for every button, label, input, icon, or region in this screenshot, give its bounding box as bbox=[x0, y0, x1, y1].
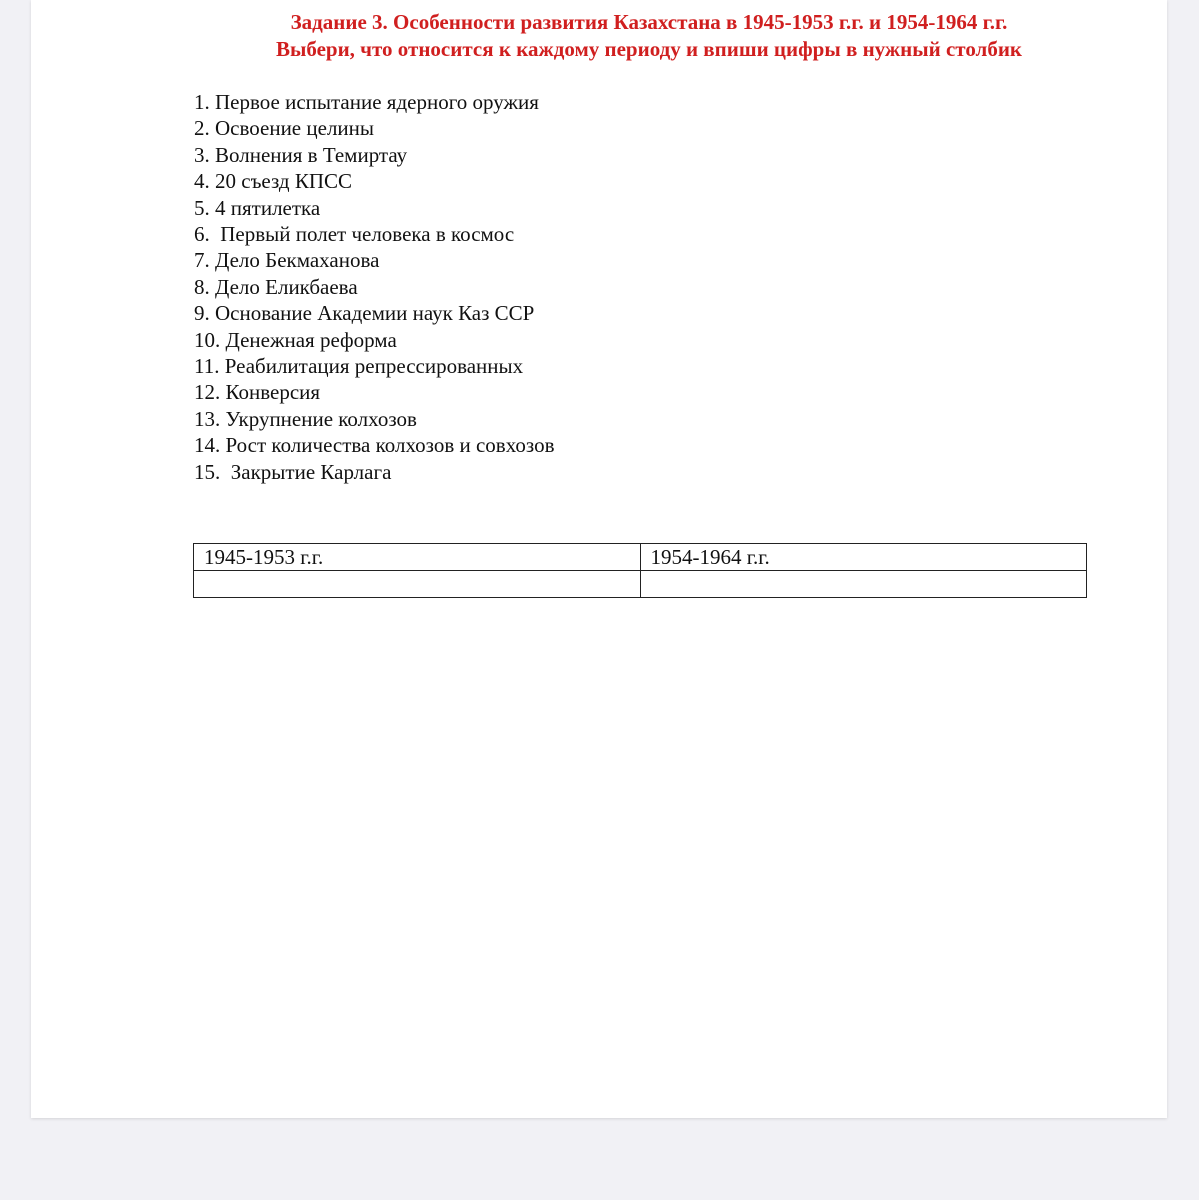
table-header-row bbox=[194, 544, 1087, 571]
column-header-1954-1964: 1954-1964 г.г. bbox=[640, 544, 1087, 571]
list-item: 3. Волнения в Темиртау bbox=[194, 142, 408, 167]
list-item: 14. Рост количества колхозов и совхозов bbox=[194, 433, 555, 458]
list-item: 9. Основание Академии наук Каз ССР bbox=[194, 301, 535, 326]
events-list bbox=[194, 89, 555, 485]
task-title bbox=[0, 9, 1199, 63]
list-item: 15. Закрытие Карлага bbox=[194, 459, 392, 484]
list-item: 4. 20 съезд КПСС bbox=[194, 169, 353, 194]
list-item: 10. Денежная реформа bbox=[194, 327, 397, 352]
task-title-line-2: Выбери, что относится к каждому периоду и впиши цифры в нужный столбик bbox=[275, 37, 1023, 61]
answer-table bbox=[193, 543, 1087, 598]
list-item: 2. Освоение целины bbox=[194, 116, 375, 141]
column-header-1945-1953: 1945-1953 г.г. bbox=[194, 544, 641, 571]
list-item: 5. 4 пятилетка bbox=[194, 195, 321, 220]
list-item: 8. Дело Еликбаева bbox=[194, 274, 358, 299]
document-page bbox=[31, 0, 1167, 1118]
list-item: 13. Укрупнение колхозов bbox=[194, 406, 417, 431]
answer-cell-1945-1953[interactable] bbox=[194, 571, 641, 598]
list-item: 12. Конверсия bbox=[194, 380, 321, 405]
list-item: 6. Первый полет человека в космос bbox=[194, 222, 515, 247]
answer-cell-1954-1964[interactable] bbox=[640, 571, 1087, 598]
table-answer-row bbox=[194, 571, 1087, 598]
task-title-line-1: Задание 3. Особенности развития Казахстана в 1945-1953 г.г. и 1954-1964 г.г. bbox=[290, 10, 1008, 34]
list-item: 7. Дело Бекмаханова bbox=[194, 248, 380, 273]
list-item: 11. Реабилитация репрессированных bbox=[194, 354, 524, 379]
list-item: 1. Первое испытание ядерного оружия bbox=[194, 90, 539, 114]
